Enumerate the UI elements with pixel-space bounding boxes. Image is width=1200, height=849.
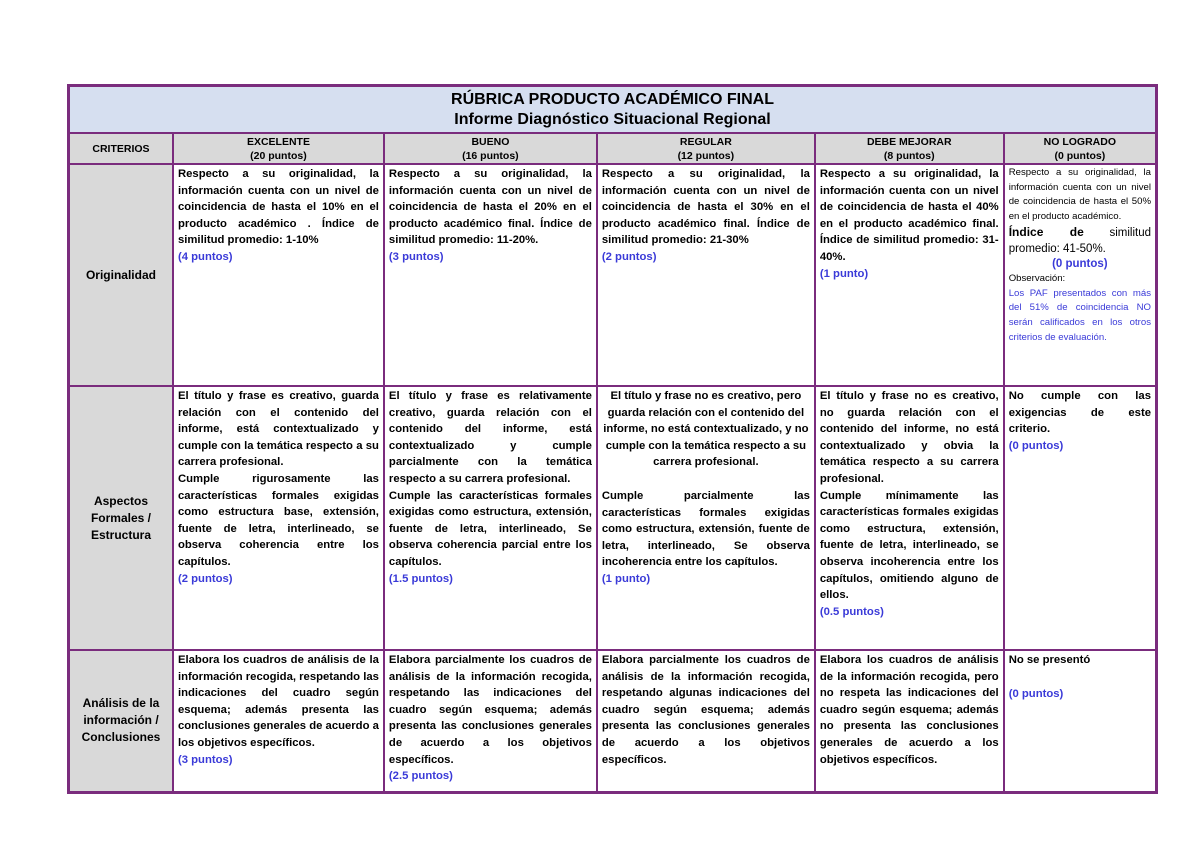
points-label: (0 puntos) [1052,258,1108,271]
spacer [1009,669,1151,686]
cell-text: Respecto a su originalidad, la información cuenta con un nivel de coincidencia de hasta el 20% en el producto académico final. Índice de similitud promedio: 11-20%. [388,168,592,247]
row-aspectos-formales [69,386,1157,650]
cell-aspectos-debe-mejorar [815,386,1004,650]
cell-aspectos-bueno [384,386,597,650]
cell-aspectos-no-logrado [1004,386,1157,650]
cell-originalidad-regular [597,164,815,386]
index-line [1009,225,1151,257]
cell-aspectos-excelente [173,386,384,650]
header-level-name: EXCELENTE [246,135,310,148]
title-line1: RÚBRICA PRODUCTO ACADÉMICO FINAL [451,90,774,108]
cell-text-2: Cumple rigurosamente las características formales exigidas como estructura base, extensión, fuente de letra, interlineado, se observa coherencia entre los capítulos. [177,472,379,568]
rubric-table [67,84,1158,794]
cell-text: El título y frase es relativamente creativo, guarda relación con el contenido del informe, está contextualizado y cumple parcialmente con la temática respecto a su carrera profesional. [388,390,592,485]
points-label: (1 punto) [819,267,869,280]
points-label: (3 puntos) [177,753,233,766]
header-bueno [384,133,597,164]
index-text: similitud promedio: 41-50%. [1008,226,1151,255]
cell-text: Elabora parcialmente los cuadros de análisis de la información recogida, respetando algunas indicaciones del cuadro según esquema; además presenta las conclusiones generales de acuerdo a los objetivos específicos. [601,654,810,766]
cell-text: No se presentó [1008,654,1091,666]
cell-analisis-no-logrado [1004,650,1157,792]
cell-aspectos-regular [597,386,815,650]
cell-text: No cumple con las exigencias de este criterio. [1008,390,1151,436]
row-originalidad [69,164,1157,386]
cell-analisis-debe-mejorar [815,650,1004,792]
header-level-name: REGULAR [679,135,732,148]
header-no-logrado [1004,133,1157,164]
cell-originalidad-excelente [173,164,384,386]
cell-originalidad-bueno [384,164,597,386]
points-label: (1.5 puntos) [388,572,453,585]
header-level-points: (16 puntos) [462,149,519,162]
cell-text: Elabora los cuadros de análisis de la información recogida, pero no respeta las indicaciones del cuadro según esquema; además no presenta las conclusiones generales de acuerdo a los objetivos específicos. [819,654,999,766]
points-label: (2 puntos) [177,572,233,585]
cell-text: El título y frase es creativo, guarda relación con el contenido del informe, está contextualizado y cumple con la temática respecto a su carrera profesional. [177,390,379,469]
cell-text: Respecto a su originalidad, la información cuenta con un nivel de coincidencia de hasta el 50% en el producto académico. [1008,167,1151,223]
cell-text: El título y frase no es creativo, no guarda relación con el contenido del informe, no está contextualizado y obvia la temática respecto a su carrera profesional. [819,390,999,485]
criterion-originalidad: Originalidad [69,164,173,386]
points-label: (0.5 puntos) [819,605,884,618]
cell-text: Respecto a su originalidad, la información cuenta con un nivel de coincidencia de hasta el 40% en el producto académico final. Índice de similitud promedio: 31-40%. [819,168,999,263]
header-level-name: BUENO [471,135,510,148]
header-regular [597,133,815,164]
header-level-points: (8 puntos) [883,149,935,162]
cell-text-2: Cumple parcialmente las características formales exigidas como estructura, extensión, fuente de letra, interlineado, Se observa incoherencia entre los capítulos. [601,489,810,569]
header-level-name: NO LOGRADO [1043,135,1117,148]
title-row [69,86,1157,134]
header-level-points: (12 puntos) [677,149,735,162]
header-level-name: DEBE MEJORAR [866,135,952,148]
points-label: (3 puntos) [388,250,444,263]
cell-originalidad-no-logrado [1004,164,1157,386]
spacer [602,471,810,488]
cell-text: Elabora parcialmente los cuadros de análisis de la información recogida, respetando las indicaciones del cuadro según esquema; además presenta las conclusiones generales de acuerdo a los objetivos específicos. [388,654,592,766]
header-level-points: (20 puntos) [250,149,307,162]
cell-analisis-regular [597,650,815,792]
index-label: Índice de [1008,224,1084,239]
criterion-aspectos-formales: Aspectos Formales / Estructura [69,386,173,650]
points-label: (0 puntos) [1008,687,1064,700]
points-label: (2 puntos) [601,250,657,263]
header-criterios: CRITERIOS [69,133,173,164]
title-cell [69,86,1157,134]
cell-text: Respecto a su originalidad, la información cuenta con un nivel de coincidencia de hasta el 30% en el producto académico final. Índice de similitud promedio: 21-30% [601,168,810,247]
cell-text: El título y frase no es creativo, pero guarda relación con el contenido del informe, no está contextualizado, y no cumple con la temática respecto a su carrera profesional. [603,390,809,469]
cell-originalidad-debe-mejorar [815,164,1004,386]
points-label: (0 puntos) [1008,439,1064,452]
cell-analisis-excelente [173,650,384,792]
header-level-points: (0 puntos) [1054,149,1106,162]
cell-text: Respecto a su originalidad, la información cuenta con un nivel de coincidencia de hasta el 10% en el producto académico . Índice de similitud promedio: 1-10% [177,168,379,247]
observation-text: Los PAF presentados con más del 51% de coincidencia NO serán calificados en los otros criterios de evaluación. [1008,287,1151,343]
cell-text-2: Cumple mínimamente las características formales exigidas como estructura, extensión, fuente de letra, interlineado, se observa incoherencia entre los capítulos, omitiendo alguno de ellos. [819,489,999,602]
criterion-analisis: Análisis de la información / Conclusiones [69,650,173,792]
row-analisis [69,650,1157,792]
header-excelente [173,133,384,164]
title-line2: Informe Diagnóstico Situacional Regional [454,110,771,128]
points-label: (2.5 puntos) [388,770,453,783]
observation-label: Observación: [1008,272,1066,284]
header-row [69,133,1157,164]
points-label: (1 punto) [601,572,651,585]
cell-text: Elabora los cuadros de análisis de la información recogida, respetando las indicaciones del cuadro según esquema; además presenta las conclusiones generales de acuerdo a los objetivos específicos. [177,654,379,749]
cell-analisis-bueno [384,650,597,792]
cell-text-2: Cumple las características formales exigidas como estructura, extensión, fuente de letra, interlineado, Se observa coherencia parcial entre los capítulos. [388,489,592,568]
header-debe-mejorar [815,133,1004,164]
points-label: (4 puntos) [177,250,233,263]
